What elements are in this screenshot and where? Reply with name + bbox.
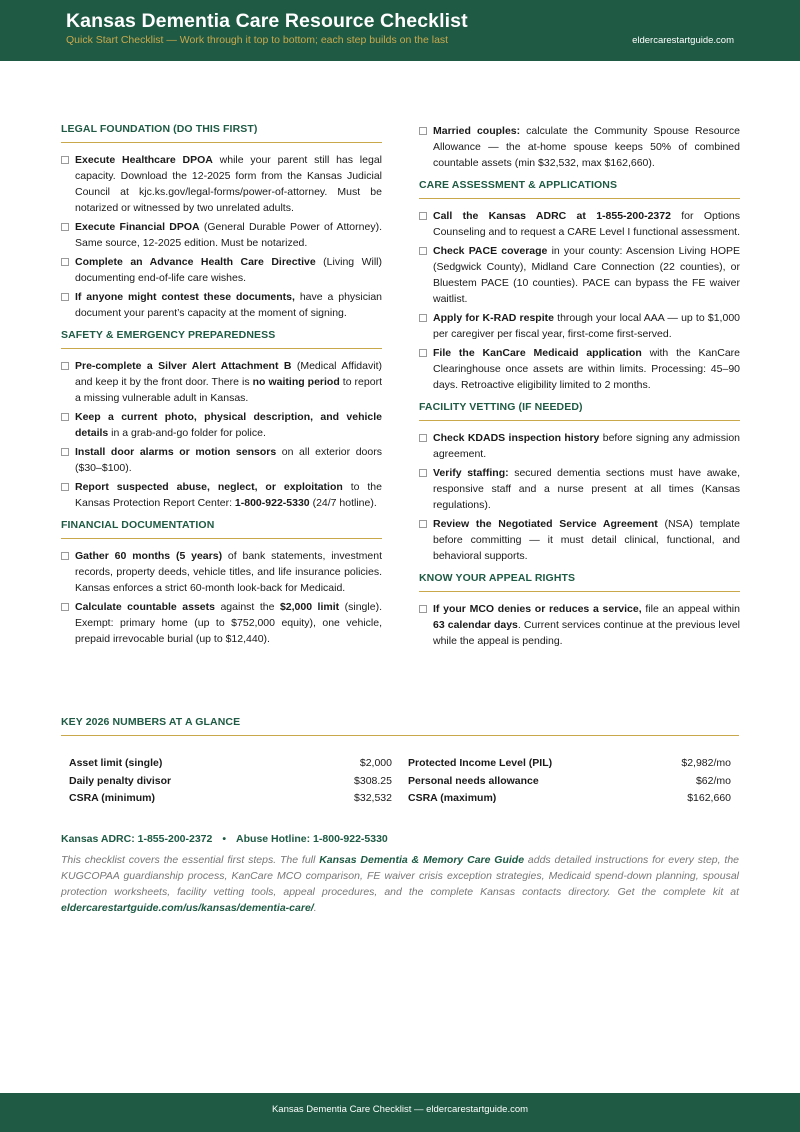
checklist-item xyxy=(61,358,382,406)
item-text: (General Durable Power of Attorney). Same source, 12-2025 edition. Must be notarized. xyxy=(75,221,382,249)
key-number-label: Protected Income Level (PIL) xyxy=(408,757,553,769)
checklist-item xyxy=(419,310,740,342)
page-title: Kansas Dementia Care Resource Checklist xyxy=(66,10,468,32)
checklist-item xyxy=(419,345,740,393)
checkbox[interactable] xyxy=(61,552,69,560)
checkbox[interactable] xyxy=(61,603,69,611)
key-number-label: CSRA (maximum) xyxy=(408,792,497,804)
checklist-item xyxy=(61,409,382,441)
item-text: (Living Will) documenting end-of-life care wishes. xyxy=(75,256,383,284)
key-number-row xyxy=(408,790,731,808)
checklist-item xyxy=(419,516,740,564)
checkbox[interactable] xyxy=(419,247,427,255)
section-title: FACILITY VETTING (IF NEEDED) xyxy=(419,401,740,421)
key-numbers-table xyxy=(61,749,739,808)
checklist-section xyxy=(61,519,382,647)
checkbox[interactable] xyxy=(419,469,427,477)
header-banner xyxy=(0,0,800,61)
key-number-label: Daily penalty divisor xyxy=(69,774,172,787)
item-text: for Options Counseling and to request a CARE Level I functional assessment. xyxy=(433,210,741,238)
checkbox[interactable] xyxy=(419,127,427,135)
checklist-item xyxy=(419,465,740,513)
item-text: file an appeal within xyxy=(641,603,740,615)
checkbox[interactable] xyxy=(61,156,69,164)
page-subtitle: Quick Start Checklist — Work through it top to bottom; each step builds on the last xyxy=(66,34,449,46)
item-text: (24/7 hotline). xyxy=(309,497,377,509)
checkbox[interactable] xyxy=(419,434,427,442)
checklist-item xyxy=(61,479,382,511)
key-number-row xyxy=(408,773,731,791)
item-emphasis: Review the Negotiated Service Agreement xyxy=(433,518,658,530)
checklist-item xyxy=(419,123,740,171)
checklist-section xyxy=(419,401,740,564)
item-emphasis: Verify staffing: xyxy=(433,467,509,479)
item-text: calculate the Community Spouse Resource Allowance — the at-home spouse keeps 50% of combined countable assets (min $32,532, max $162,660). xyxy=(433,125,740,169)
item-emphasis: Execute Healthcare DPOA xyxy=(75,154,213,166)
item-emphasis: File the KanCare Medicaid application xyxy=(433,347,642,359)
section-title: LEGAL FOUNDATION (DO THIS FIRST) xyxy=(61,123,382,143)
abuse-hotline-contact: Abuse Hotline: 1-800-922-5330 xyxy=(236,833,388,845)
key-number-value: $62/mo xyxy=(695,774,731,787)
item-text: to report a missing vulnerable adult in Kansas. xyxy=(75,376,382,404)
item-emphasis: Complete an Advance Health Care Directive xyxy=(75,256,316,268)
item-emphasis: Report suspected abuse, neglect, or exploitation xyxy=(75,481,343,493)
left-column xyxy=(61,123,382,655)
section-title: CARE ASSESSMENT & APPLICATIONS xyxy=(419,179,740,199)
item-text: against the xyxy=(214,601,280,613)
checkbox[interactable] xyxy=(419,605,427,613)
key-number-row xyxy=(69,755,392,773)
key-number-value: $32,532 xyxy=(354,792,392,804)
key-number-row xyxy=(69,790,392,808)
separator-dot: • xyxy=(222,833,227,845)
item-emphasis: Install door alarms or motion sensors xyxy=(75,446,277,458)
checklist-item xyxy=(61,444,382,476)
checklist-section xyxy=(61,329,382,511)
key-numbers-right xyxy=(408,755,731,808)
item-emphasis: If your MCO denies or reduces a service, xyxy=(433,603,642,615)
item-emphasis: Pre-complete a Silver Alert Attachment B xyxy=(75,360,292,372)
item-emphasis: Keep a current photo, physical description, and vehicle details xyxy=(75,411,382,439)
checkbox[interactable] xyxy=(61,448,69,456)
note-text: . xyxy=(313,902,317,914)
item-emphasis: Calculate countable assets xyxy=(75,601,215,613)
item-text: in a grab-and-go folder for police. xyxy=(108,427,266,439)
item-emphasis: Gather 60 months (5 years) xyxy=(75,550,223,562)
item-text: have a physician document your parent’s capacity at the moment of signing. xyxy=(75,291,383,319)
footer-text: Kansas Dementia Care Checklist — eldercarestartguide.com xyxy=(271,1104,529,1115)
key-number-row xyxy=(69,773,392,791)
note-text: This checklist covers the essential first steps. The full xyxy=(61,854,320,866)
item-emphasis: If anyone might contest these documents, xyxy=(75,291,295,303)
item-emphasis: 63 calendar days xyxy=(433,619,518,631)
checklist-section xyxy=(419,179,740,393)
checkbox[interactable] xyxy=(419,349,427,357)
note-text: adds detailed instructions for every step, the KUGCOPAA guardianship process, KanCare MCO comparison, FE waiver crisis exception strategies, Medicaid spend-down planning, spousal protection worksheets, facility vetting tools, appeal procedures, and the complete Kansas contacts directory. Get the complete kit at xyxy=(61,854,739,898)
guide-note xyxy=(61,852,739,916)
checklist-item xyxy=(419,430,740,462)
checklist-section xyxy=(61,123,382,321)
footer-banner xyxy=(0,1093,800,1132)
checkbox[interactable] xyxy=(61,223,69,231)
guide-link[interactable]: eldercarestartguide.com/us/kansas/dementia-care/ xyxy=(61,902,314,914)
header-site-link[interactable]: eldercarestartguide.com xyxy=(632,35,734,46)
key-number-label: Asset limit (single) xyxy=(69,757,163,769)
checklist-item xyxy=(61,289,382,321)
checkbox[interactable] xyxy=(61,413,69,421)
item-text: before signing any admission agreement. xyxy=(433,432,740,460)
checklist-item xyxy=(61,548,382,596)
checklist-item xyxy=(419,601,740,649)
item-emphasis: Execute Financial DPOA xyxy=(75,221,200,233)
item-text: (Medical Affidavit) and keep it by the front door. There is xyxy=(75,360,382,388)
item-emphasis: Check PACE coverage xyxy=(433,245,548,257)
key-number-value: $2,982/mo xyxy=(681,757,731,769)
item-emphasis: $2,000 limit xyxy=(279,601,340,613)
guide-name: Kansas Dementia & Memory Care Guide xyxy=(319,854,525,866)
section-title: SAFETY & EMERGENCY PREPAREDNESS xyxy=(61,329,382,349)
key-numbers-section xyxy=(61,716,739,808)
key-number-value: $2,000 xyxy=(359,757,392,769)
section-title: KNOW YOUR APPEAL RIGHTS xyxy=(419,572,740,592)
checklist-item xyxy=(419,243,740,307)
item-emphasis: no waiting period xyxy=(252,376,340,388)
item-text: (single). Exempt: primary home (up to $752,000 equity), one vehicle, prepaid irrevocable burial (up to $12,440). xyxy=(75,601,382,645)
item-text: while your parent still has legal capacity. Download the 12-2025 form from the Kansas Judicial Council at kjc.ks.gov/legal-forms/power-of-attorney. Must be notarized or witnessed by two unrelated adults. xyxy=(75,154,382,214)
adrc-contact: Kansas ADRC: 1-855-200-2372 xyxy=(61,833,213,845)
contacts-line xyxy=(61,833,388,845)
checkbox[interactable] xyxy=(419,212,427,220)
checklist-item xyxy=(61,254,382,286)
item-text: to the Kansas Protection Report Center: xyxy=(75,481,382,509)
checkbox[interactable] xyxy=(61,483,69,491)
checklist-item xyxy=(419,208,740,240)
item-emphasis: Check KDADS inspection history xyxy=(433,432,600,444)
section-title: KEY 2026 NUMBERS AT A GLANCE xyxy=(61,716,739,736)
right-column xyxy=(419,123,740,657)
item-text: secured dementia sections must have awake, responsive staff and a nurse present at all times (Kansas regulations). xyxy=(433,467,740,511)
checkbox[interactable] xyxy=(419,520,427,528)
key-number-label: CSRA (minimum) xyxy=(69,792,155,804)
item-emphasis: Call the Kansas ADRC at 1-855-200-2372 xyxy=(433,210,671,222)
item-text: (NSA) template before committing — it must detail clinical, functional, and behavioral supports. xyxy=(433,518,740,562)
checklist-item xyxy=(61,599,382,647)
item-text: . Current services continue at the previous level while the appeal is pending. xyxy=(433,619,740,647)
key-number-label: Personal needs allowance xyxy=(408,774,539,787)
item-text: in your county: Ascension Living HOPE (Sedgwick County), Midland Care Connection (22 counties), or Bluestem PACE (10 counties). PACE can bypass the FE waiver waitlist. xyxy=(433,245,740,305)
checkbox[interactable] xyxy=(419,314,427,322)
checkbox[interactable] xyxy=(61,258,69,266)
item-emphasis: Apply for K-RAD respite xyxy=(433,312,554,324)
item-text: with the KanCare Clearinghouse once assets are within limits. Processing: 45–90 days. Retroactive eligibility limited to 2 months. xyxy=(433,347,740,391)
key-number-value: $162,660 xyxy=(687,792,731,804)
key-numbers-left xyxy=(69,755,392,808)
item-emphasis: Married couples: xyxy=(433,125,521,137)
key-number-value: $308.25 xyxy=(354,774,392,787)
item-text: on all exterior doors ($30–$100). xyxy=(75,446,382,474)
checkbox[interactable] xyxy=(61,293,69,301)
item-emphasis: 1-800-922-5330 xyxy=(234,497,310,509)
checklist-section xyxy=(419,572,740,649)
key-number-row xyxy=(408,755,731,773)
item-text: through your local AAA — up to $1,000 per caregiver per fiscal year, first-come first-served. xyxy=(433,312,740,340)
checklist-item xyxy=(61,219,382,251)
section-title: FINANCIAL DOCUMENTATION xyxy=(61,519,382,539)
checkbox[interactable] xyxy=(61,362,69,370)
checklist-item xyxy=(61,152,382,216)
item-text: of bank statements, investment records, property deeds, vehicle titles, and life insurance policies. Kansas enforces a strict 60-month look-back for Medicaid. xyxy=(75,550,382,594)
